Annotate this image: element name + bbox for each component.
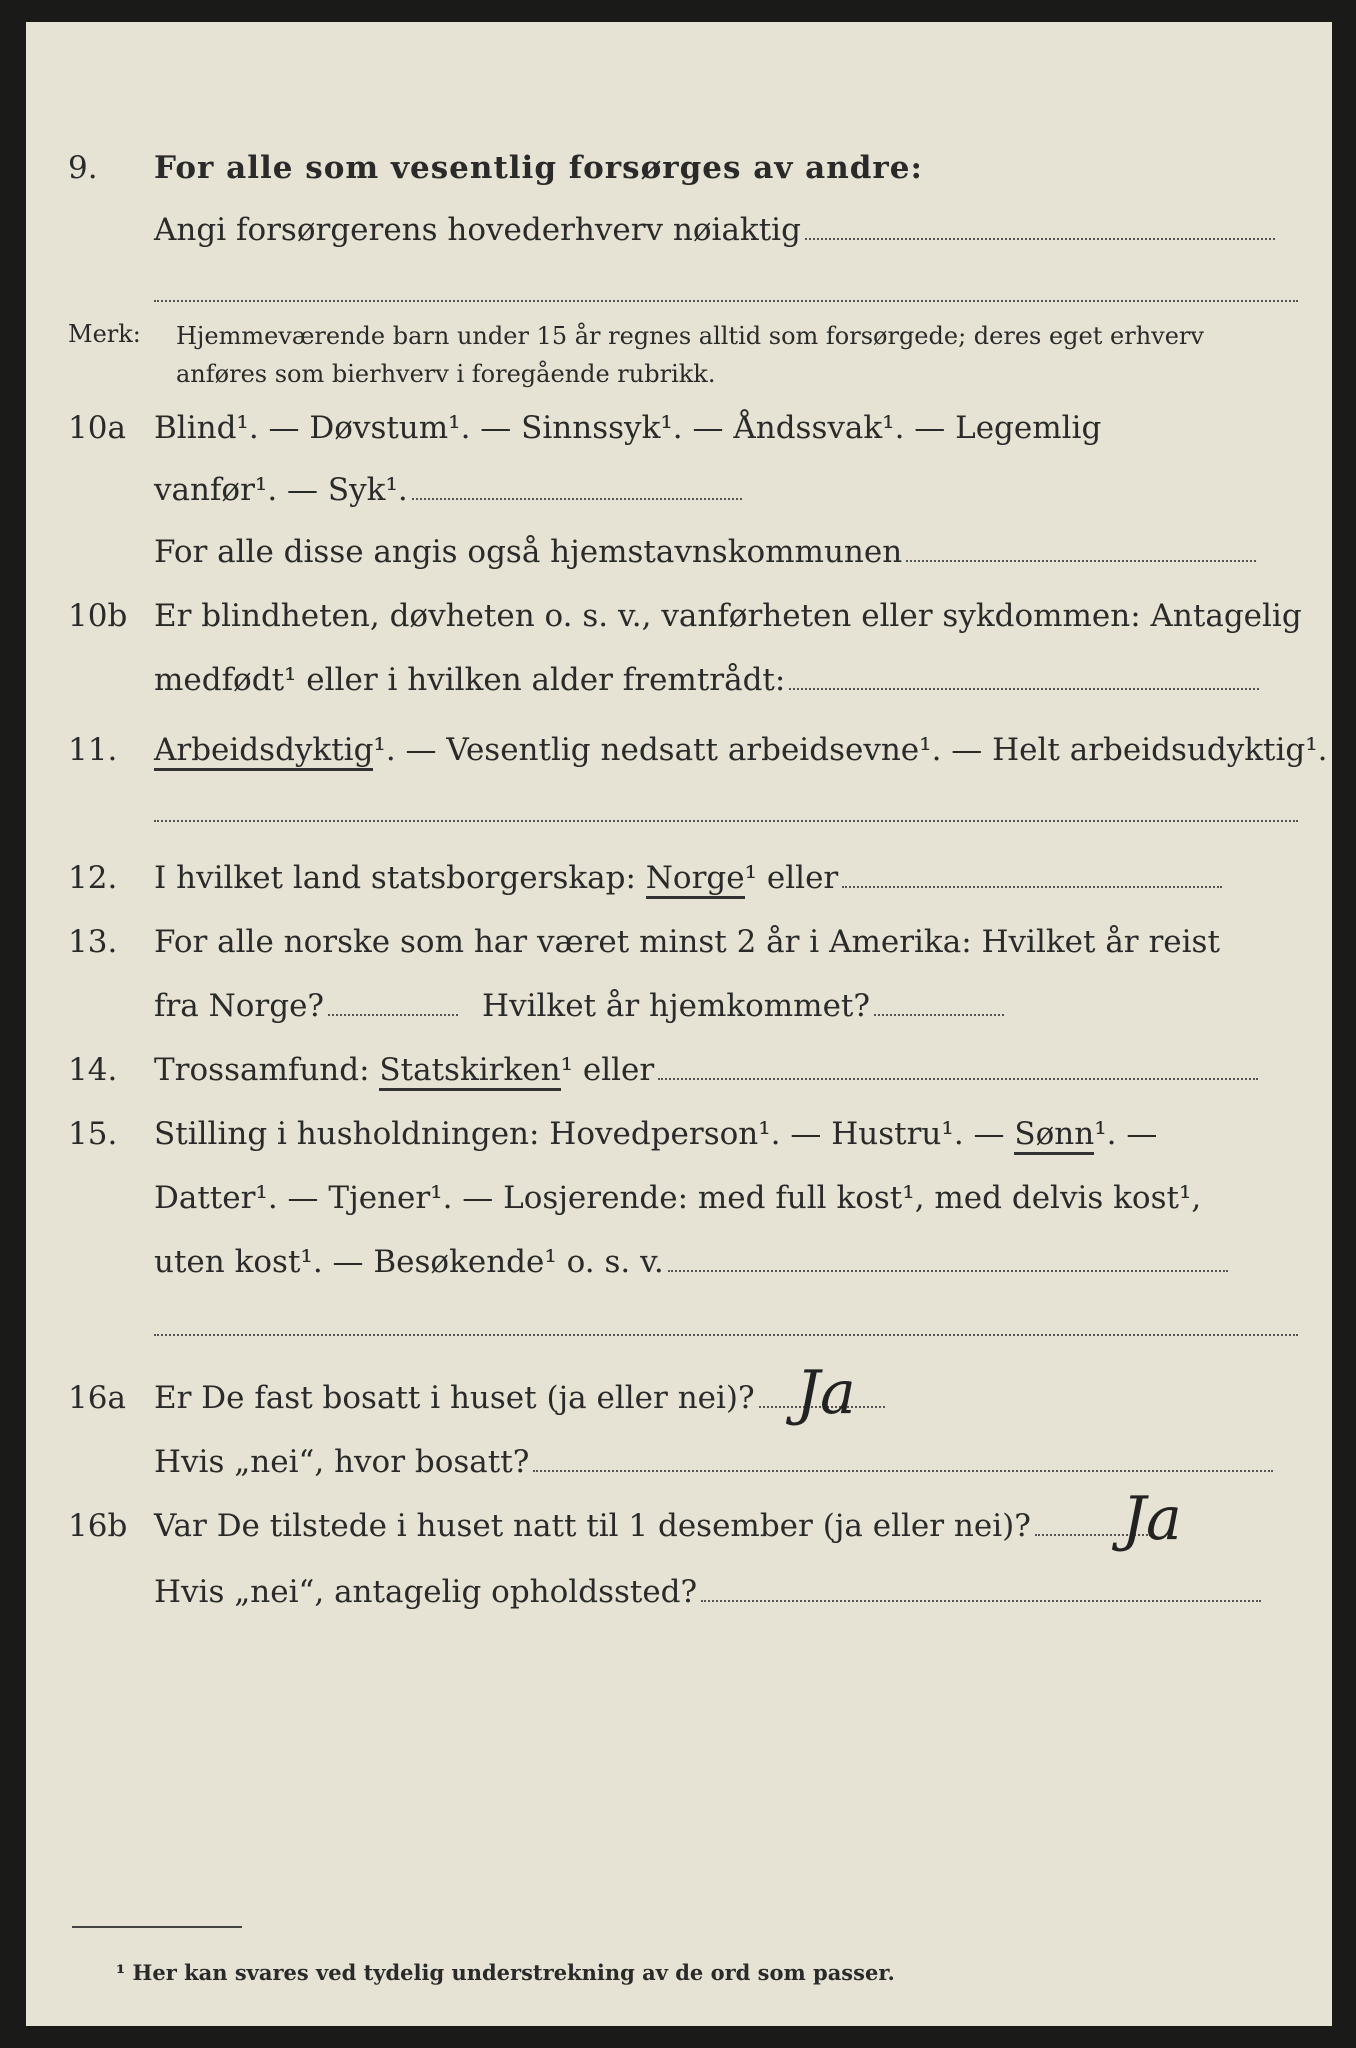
q9-line2 (154, 212, 1275, 248)
q10b-line1: Er blindheten, døvheten o. s. v., vanførheten eller sykdommen: Antagelig (154, 598, 1302, 634)
q9-line2-text: Angi forsørgerens hovederhverv nøiaktig (154, 212, 801, 248)
q9-heading: For alle som vesentlig forsørges av andre: (154, 150, 923, 186)
q13-returned-year-line[interactable] (874, 992, 1004, 1016)
q15-line2: Datter¹. — Tjener¹. — Losjerende: med full kost¹, med delvis kost¹, (154, 1180, 1202, 1216)
q15-line1 (154, 1116, 1157, 1152)
q10b-answer-line[interactable] (789, 666, 1259, 690)
q12-number: 12. (68, 860, 118, 896)
q14-pre: Trossamfund: (154, 1052, 370, 1088)
q13-line2a: fra Norge? (154, 988, 325, 1024)
q12-line (154, 860, 1222, 896)
q10a-line2-text: vanfør¹. — Syk¹. (154, 472, 408, 508)
q16b-line2 (154, 1574, 1261, 1610)
q14-answer-line[interactable] (658, 1056, 1258, 1080)
q11-rest: ¹. — Vesentlig nedsatt arbeidsevne¹. — Helt arbeidsudyktig¹. (373, 732, 1328, 768)
q13-line2 (154, 988, 1004, 1024)
q11-line (154, 732, 1328, 768)
q9-number: 9. (68, 150, 98, 186)
q15-sonn-underlined[interactable]: Sønn (1014, 1116, 1094, 1155)
q16b-handwritten-answer: Ja (1122, 1484, 1182, 1554)
q13-line2b: Hvilket år hjemkommet? (482, 988, 871, 1024)
q16a-question: Er De fast bosatt i huset (ja eller nei)? (154, 1380, 755, 1416)
q16a-line2-text: Hvis „nei“, hvor bosatt? (154, 1444, 530, 1480)
q14-line (154, 1052, 1258, 1088)
q10a-line3 (154, 534, 1256, 570)
q14-number: 14. (68, 1052, 118, 1088)
q12-norge-underlined[interactable]: Norge (646, 860, 745, 899)
separator-rule (154, 820, 1298, 822)
q11-arbeidsdyktig-underlined[interactable]: Arbeidsdyktig (154, 732, 373, 771)
q15-line3 (154, 1244, 1228, 1280)
separator-rule (154, 300, 1298, 302)
q16b-line2-text: Hvis „nei“, antagelig opholdssted? (154, 1574, 698, 1610)
q15-line1a: Stilling i husholdningen: Hovedperson¹. — Hustru¹. — (154, 1116, 1005, 1152)
q16a-number: 16a (68, 1380, 126, 1416)
q12-post: ¹ eller (744, 860, 839, 896)
q16b-location-line[interactable] (701, 1578, 1261, 1602)
q10a-number: 10a (68, 410, 126, 446)
q10a-line2 (154, 472, 742, 508)
q10b-line2-text: medfødt¹ eller i hvilken alder fremtrådt: (154, 662, 786, 698)
q10a-line1: Blind¹. — Døvstum¹. — Sinnssyk¹. — Åndssvak¹. — Legemlig (154, 410, 1102, 446)
q13-number: 13. (68, 924, 118, 960)
q15-answer-line[interactable] (668, 1248, 1228, 1272)
merk-line1: Hjemmeværende barn under 15 år regnes alltid som forsørgede; deres eget erhverv (176, 322, 1204, 350)
merk-label: Merk: (68, 320, 141, 348)
q9-answer-line[interactable] (805, 216, 1275, 240)
q11-number: 11. (68, 732, 118, 768)
q16b-question: Var De tilstede i huset natt til 1 desember (ja eller nei)? (154, 1508, 1031, 1544)
q13-left-year-line[interactable] (328, 992, 458, 1016)
footnote: ¹ Her kan svares ved tydelig understrekning av de ord som passer. (116, 1960, 895, 1985)
q10a-hometown-line[interactable] (906, 538, 1256, 562)
q12-answer-line[interactable] (842, 864, 1222, 888)
q16a-handwritten-answer: Ja (796, 1358, 856, 1428)
q16b-number: 16b (68, 1508, 128, 1544)
q12-pre: I hvilket land statsborgerskap: (154, 860, 636, 896)
merk-line2: anføres som bierhverv i foregående rubrikk. (176, 360, 716, 388)
q16a-where-line[interactable] (533, 1448, 1273, 1472)
q15-line1c: ¹. — (1094, 1116, 1158, 1152)
q14-post: ¹ eller (560, 1052, 655, 1088)
q10a-answer-line[interactable] (412, 476, 742, 500)
q15-number: 15. (68, 1116, 118, 1152)
q13-line1: For alle norske som har været minst 2 år i Amerika: Hvilket år reist (154, 924, 1220, 960)
q14-statskirken-underlined[interactable]: Statskirken (379, 1052, 560, 1091)
q10b-number: 10b (68, 598, 128, 634)
q10b-line2 (154, 662, 1259, 698)
q15-line3-text: uten kost¹. — Besøkende¹ o. s. v. (154, 1244, 664, 1280)
separator-rule (154, 1334, 1298, 1336)
footnote-rule (72, 1926, 242, 1928)
census-form-page (26, 22, 1332, 2026)
q16a-line2 (154, 1444, 1273, 1480)
q10a-line3-text: For alle disse angis også hjemstavnskommunen (154, 534, 903, 570)
q16b-line1 (154, 1508, 1151, 1544)
q16a-line1 (154, 1380, 885, 1416)
